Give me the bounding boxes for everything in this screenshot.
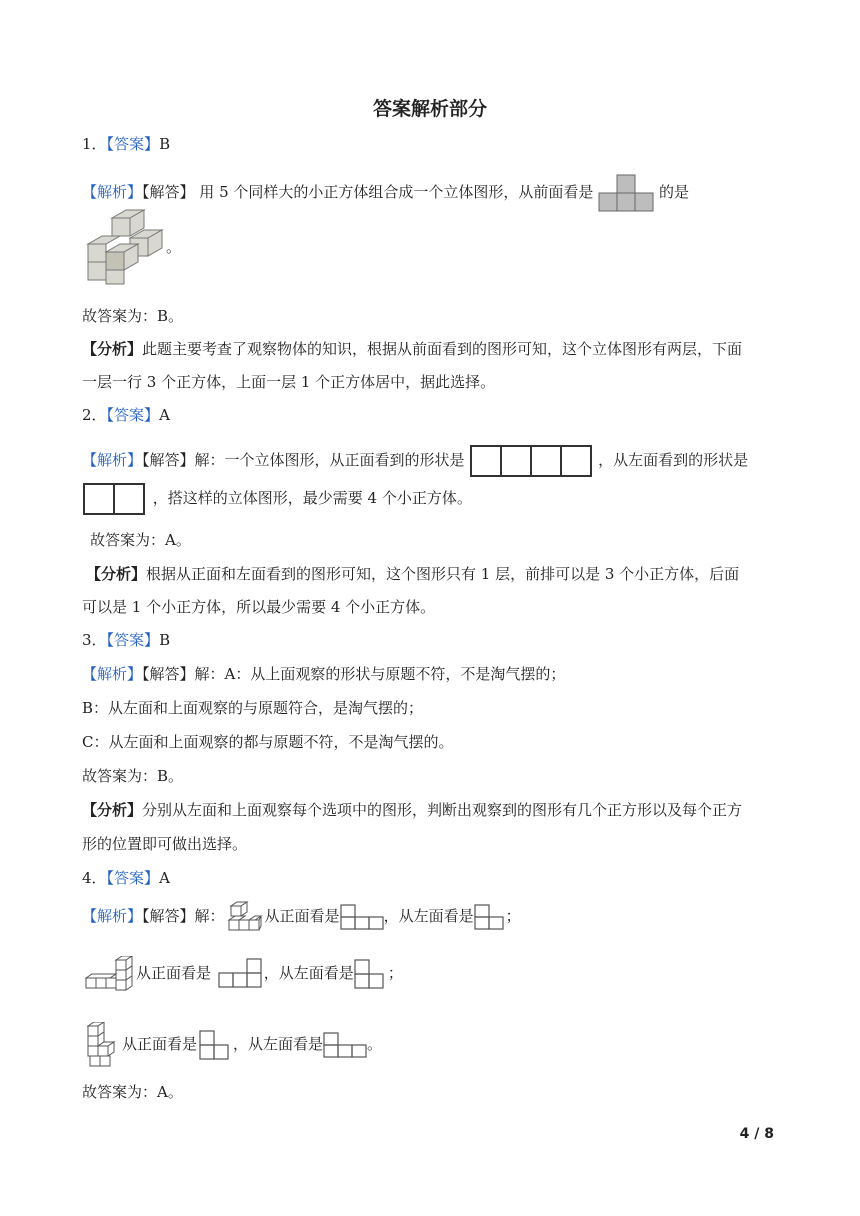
- q1-jiexi-tag: 【解析】: [82, 183, 143, 201]
- q4-a-front-view: [340, 904, 384, 930]
- q2-left-view-figure: [82, 482, 148, 516]
- q4-jiexi-tag: 【解析】: [82, 907, 143, 925]
- q4-option-b-line: [82, 956, 403, 992]
- q4-jieda-tag: 【解答】: [142, 907, 195, 925]
- q2-solution-line2: [82, 482, 472, 516]
- q1-analysis-tag: 【分析】: [82, 340, 143, 358]
- q3-analysis-line1: [82, 800, 742, 820]
- q4-a-left-label: ，从左面看是: [383, 907, 474, 925]
- q3-lineC: C：从左面和上面观察的都与原题不符，不是淘气摆的。: [82, 733, 454, 751]
- q4-answer-tag: 【答案】: [106, 869, 160, 887]
- q1-number: 1．: [82, 135, 107, 153]
- q1-cube-figure-line: [82, 208, 181, 288]
- q4-solve: 解：: [194, 907, 225, 925]
- q4-a-left-view: [474, 904, 506, 930]
- q3-jiexi-tag: 【解析】: [82, 665, 143, 683]
- q3-number: 3．: [82, 631, 107, 649]
- q2-text1: 解：一个立体图形，从正面看到的形状是: [194, 451, 465, 469]
- q2-solution-line: [82, 444, 748, 478]
- q1-answer: B: [159, 135, 171, 153]
- q3-answer-line: [82, 630, 170, 650]
- q2-answer-line: [82, 405, 170, 425]
- q2-text3: ，搭这样的立体图形，最少需要 4 个小正方体。: [152, 489, 472, 507]
- q2-analysis-tag: 【分析】: [86, 565, 147, 583]
- q4-c-front-view: [197, 1029, 233, 1061]
- q2-number: 2．: [82, 406, 107, 424]
- page-number: 4 / 8: [739, 1126, 774, 1142]
- q4-a-semicolon: ；: [505, 907, 521, 925]
- q4-b-left-label: ，从左面看是: [263, 964, 354, 982]
- q4-c-period: 。: [367, 1035, 383, 1053]
- q4-solid-a-figure: [225, 900, 265, 934]
- q3-lineB: B：从左面和上面观察的与原题符合，是淘气摆的；: [82, 699, 424, 717]
- q4-solid-b-figure: [82, 956, 136, 992]
- q1-cube-solid-figure: [82, 208, 166, 288]
- q4-option-a-line: [82, 900, 521, 934]
- q4-c-left-label: ，从左面看是: [233, 1035, 324, 1053]
- q4-solid-c-figure: [82, 1022, 122, 1068]
- q2-conclusion: 故答案为：A。: [90, 531, 191, 549]
- q4-conclusion: 故答案为：A。: [82, 1083, 183, 1101]
- q4-c-left-view: [323, 1032, 367, 1058]
- q1-analysis1: 此题主要考查了观察物体的知识，根据从前面看到的图形可知，这个立体图形有两层，下面: [142, 340, 743, 358]
- q1-text3: 。: [166, 238, 182, 256]
- q2-answer: A: [159, 406, 170, 424]
- q1-answer-line: [82, 134, 170, 154]
- q4-b-left-view: [354, 958, 388, 990]
- q2-analysis2: 可以是 1 个小正方体，所以最少需要 4 个小正方体。: [82, 598, 436, 616]
- q2-text2: ，从左面看到的形状是: [598, 451, 749, 469]
- q1-analysis-line1: [82, 339, 742, 359]
- q4-a-front-label: 从正面看是: [264, 907, 340, 925]
- q4-b-front-label: 从正面看是: [136, 964, 212, 982]
- q4-answer-line: [82, 868, 170, 888]
- q4-c-front-label: 从正面看是: [122, 1035, 198, 1053]
- q4-answer: A: [159, 869, 170, 887]
- q3-solution-line: [82, 664, 565, 684]
- q3-conclusion: 故答案为：B。: [82, 767, 184, 785]
- q2-jiexi-tag: 【解析】: [82, 451, 143, 469]
- q2-front-view-figure: [469, 444, 593, 478]
- q1-solution-line: [82, 174, 689, 212]
- q3-jieda-tag: 【解答】: [142, 665, 195, 683]
- q2-analysis-line1: [86, 564, 739, 584]
- q3-analysis2: 形的位置即可做出选择。: [82, 835, 248, 853]
- q3-lineA: 解：A：从上面观察的形状与原题不符，不是淘气摆的；: [194, 665, 566, 683]
- q1-front-view-figure: [598, 174, 654, 212]
- q3-analysis1: 分别从左面和上面观察每个选项中的图形，判断出观察到的图形有几个正方形以及每个正方: [142, 801, 743, 819]
- q4-b-semicolon: ；: [387, 964, 403, 982]
- q2-analysis1: 根据从正面和左面看到的图形可知，这个图形只有 1 层，前排可以是 3 个小正方体，后面: [146, 565, 740, 583]
- q2-answer-tag: 【答案】: [106, 406, 160, 424]
- q1-text1: 用 5 个同样大的小正方体组合成一个立体图形，从前面看是: [194, 183, 599, 201]
- q1-answer-tag: 【答案】: [106, 135, 160, 153]
- q3-answer: B: [159, 631, 171, 649]
- q4-number: 4．: [82, 869, 107, 887]
- q3-analysis-tag: 【分析】: [82, 801, 143, 819]
- q3-answer-tag: 【答案】: [106, 631, 160, 649]
- q4-b-front-view: [216, 957, 264, 991]
- page-title: 答案解析部分: [372, 98, 487, 120]
- q2-jieda-tag: 【解答】: [142, 451, 195, 469]
- q1-analysis2: 一层一行 3 个正方体，上面一层 1 个正方体居中，据此选择。: [82, 373, 496, 391]
- q1-conclusion: 故答案为：B。: [82, 307, 184, 325]
- q1-text2: 的是: [658, 183, 689, 201]
- q1-jieda-tag: 【解答】: [142, 183, 195, 201]
- q4-option-c-line: [82, 1022, 382, 1068]
